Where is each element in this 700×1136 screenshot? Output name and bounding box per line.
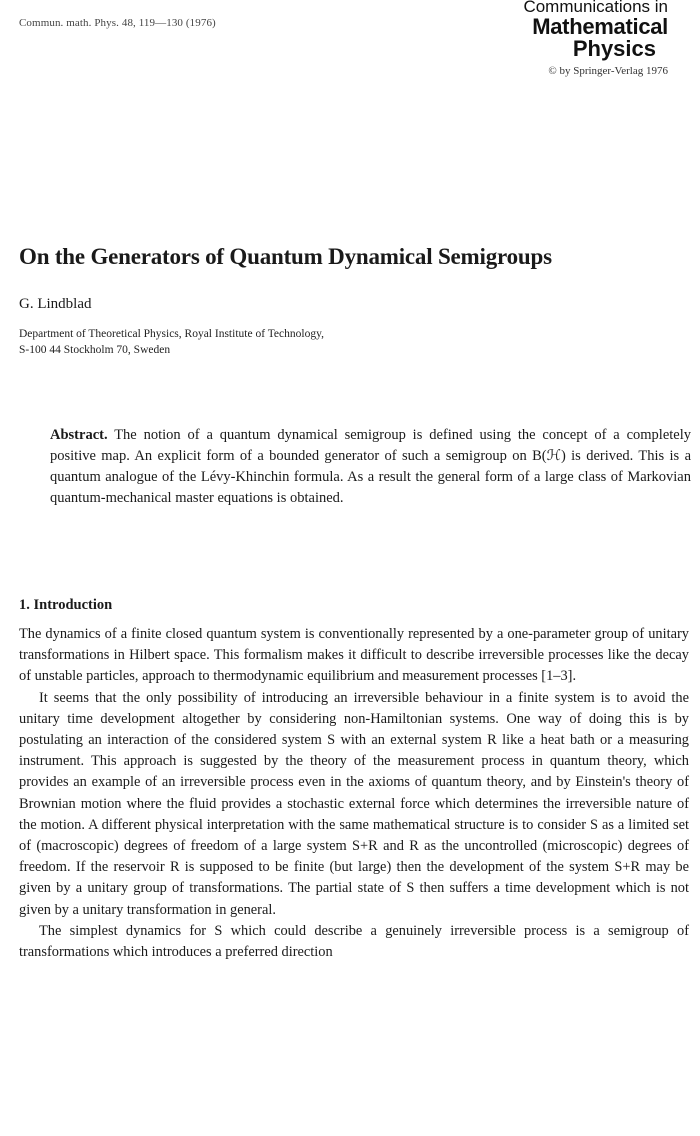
journal-logo — [523, 0, 668, 77]
affiliation-line-1: Department of Theoretical Physics, Royal Institute of Technology, — [19, 328, 324, 340]
affiliation — [19, 326, 324, 358]
copyright-notice: © by Springer-Verlag 1976 — [548, 65, 668, 77]
section-heading: 1. Introduction — [19, 597, 113, 613]
journal-name-line3: Physics — [572, 36, 656, 61]
abstract-label: Abstract. — [50, 427, 108, 443]
paper-title: On the Generators of Quantum Dynamical Semigroups — [19, 244, 552, 269]
paragraph-2: It seems that the only possibility of introducing an irreversible behaviour in a finite system is to avoid the unitary time development altogether by considering non-Hamiltonian systems. One way of doing this is by postulating an interaction of the considered system S with an external system R like a heat bath or a measuring instrument. This approach is suggested by the theory of the measurement process in quantum theory, which provides an example of an irreversible process even in the axioms of quantum theory, and by Einstein's theory of Brownian motion where the fluid provides a stochastic external force which determines the irreversible nature of the motion. A different physical interpretation with the same mathematical structure is to consider S as a limited set of (macroscopic) degrees of freedom of a large system S+R and R as the uncontrolled (microscopic) degrees of freedom. If the reservoir R is supposed to be finite (but large) then the development of the system S+R may be given by a unitary group of transformations. The partial state of S then suffers a time development which is not given by a unitary transformation in general. — [19, 689, 689, 918]
paragraph-1: The dynamics of a finite closed quantum system is conventionally represented by a one-parameter group of unitary transformations in Hilbert space. This formalism makes it difficult to describe irreversible processes like the decay of unstable particles, approach to thermodynamic equilibrium and measurement processes [1–3]. — [19, 626, 689, 685]
citation-line: Commun. math. Phys. 48, 119—130 (1976) — [19, 17, 216, 29]
journal-name-line2: Mathematical — [532, 14, 668, 39]
paragraph-3: The simplest dynamics for S which could describe a genuinely irreversible process is a semigroup of transformations which introduces a preferred direction — [19, 922, 689, 961]
body-text — [19, 624, 689, 963]
abstract — [50, 425, 691, 509]
affiliation-line-2: S-100 44 Stockholm 70, Sweden — [19, 344, 171, 356]
author-name: G. Lindblad — [19, 296, 92, 312]
journal-name-line1: Communications in — [523, 0, 668, 16]
abstract-text: The notion of a quantum dynamical semigroup is defined using the concept of a completely positive map. An explicit form of a bounded generator of such a semigroup on B(ℋ) is derived. This is a quantum analogue of the Lévy-Khinchin formula. As a result the general form of a large class of Markovian quantum-mechanical master equations is obtained. — [50, 427, 691, 506]
